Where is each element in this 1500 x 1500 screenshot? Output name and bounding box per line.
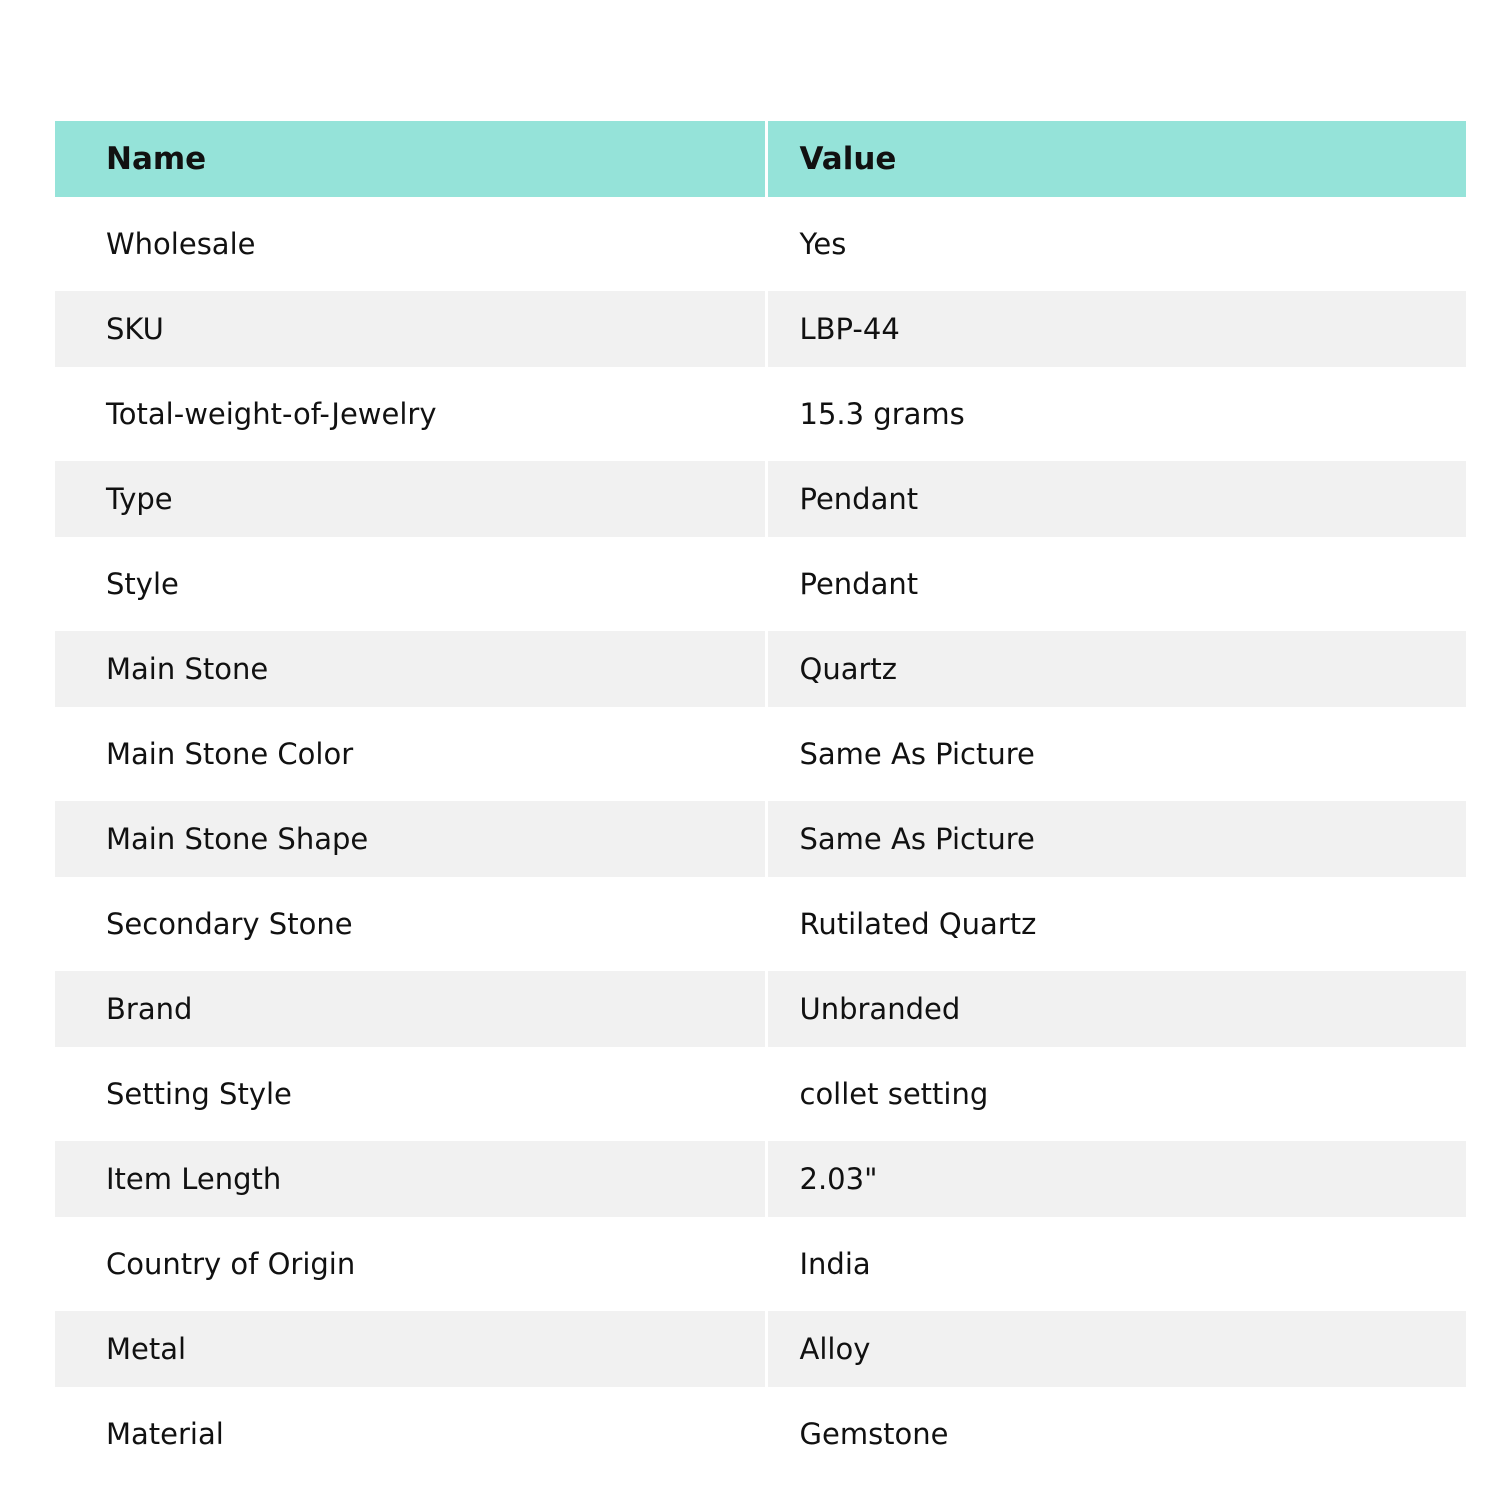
attribute-value: Alloy bbox=[766, 1311, 1466, 1387]
table-row bbox=[55, 1141, 1466, 1217]
attribute-value: collet setting bbox=[766, 1047, 1466, 1141]
table-header bbox=[55, 121, 1466, 197]
table-body bbox=[55, 197, 1466, 1481]
attribute-name: Main Stone bbox=[55, 631, 766, 707]
attribute-name: Style bbox=[55, 537, 766, 631]
attribute-name: Item Length bbox=[55, 1141, 766, 1217]
table-row bbox=[55, 877, 1466, 971]
attribute-value: Pendant bbox=[766, 461, 1466, 537]
attribute-value: Rutilated Quartz bbox=[766, 877, 1466, 971]
table-row bbox=[55, 291, 1466, 367]
attribute-value: India bbox=[766, 1217, 1466, 1311]
table-row bbox=[55, 1387, 1466, 1481]
attribute-name: Brand bbox=[55, 971, 766, 1047]
attribute-name: Main Stone Color bbox=[55, 707, 766, 801]
attribute-name: Setting Style bbox=[55, 1047, 766, 1141]
attribute-name: Total-weight-of-Jewelry bbox=[55, 367, 766, 461]
attribute-value: Same As Picture bbox=[766, 801, 1466, 877]
value-column-header: Value bbox=[766, 121, 1466, 197]
table-row bbox=[55, 197, 1466, 291]
table-row bbox=[55, 707, 1466, 801]
attribute-value: 15.3 grams bbox=[766, 367, 1466, 461]
attribute-name: Material bbox=[55, 1387, 766, 1481]
attribute-name: Metal bbox=[55, 1311, 766, 1387]
table-row bbox=[55, 1217, 1466, 1311]
attribute-name: Country of Origin bbox=[55, 1217, 766, 1311]
table-row bbox=[55, 367, 1466, 461]
attribute-value: 2.03" bbox=[766, 1141, 1466, 1217]
attribute-value: Unbranded bbox=[766, 971, 1466, 1047]
table-row bbox=[55, 461, 1466, 537]
header-row bbox=[55, 121, 1466, 197]
attribute-name: Secondary Stone bbox=[55, 877, 766, 971]
table-row bbox=[55, 1311, 1466, 1387]
table-row bbox=[55, 801, 1466, 877]
table-row bbox=[55, 1047, 1466, 1141]
attribute-value: LBP-44 bbox=[766, 291, 1466, 367]
attribute-name: Wholesale bbox=[55, 197, 766, 291]
attribute-name: Main Stone Shape bbox=[55, 801, 766, 877]
attribute-name: Type bbox=[55, 461, 766, 537]
attribute-value: Quartz bbox=[766, 631, 1466, 707]
attribute-value: Yes bbox=[766, 197, 1466, 291]
attribute-value: Same As Picture bbox=[766, 707, 1466, 801]
specifications-table bbox=[55, 121, 1466, 1481]
table-row bbox=[55, 971, 1466, 1047]
attribute-value: Pendant bbox=[766, 537, 1466, 631]
attribute-value: Gemstone bbox=[766, 1387, 1466, 1481]
table-row bbox=[55, 537, 1466, 631]
attribute-name: SKU bbox=[55, 291, 766, 367]
name-column-header: Name bbox=[55, 121, 766, 197]
table-row bbox=[55, 631, 1466, 707]
